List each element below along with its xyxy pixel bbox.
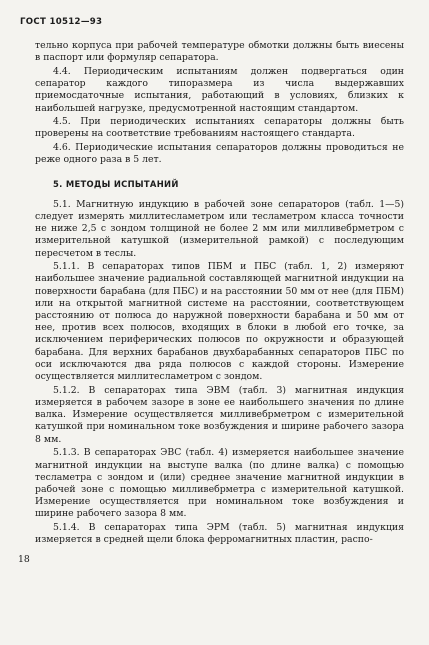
paragraph-5-1-4: 5.1.4. В сепараторах типа ЭРМ (табл. 5) магнитная индукция измеряется в средней щели блока ферромагнитных пластин, распо- bbox=[35, 522, 404, 546]
paragraph-5-1-3: 5.1.3. В сепараторах ЭВС (табл. 4) измеряется наибольшее значение магнитной индукции на выступе валка (по длине валка) с помощью тесламетра с зондом и (или) среднее значение магнитной индукции в рабочей зоне с помощью милливебрметра с измерительной катушкой. Измерение осуществляется при номинальном токе возбуждения и ширине рабочего зазора 8 мм. bbox=[35, 447, 404, 520]
standard-header: ГОСТ 10512—93 bbox=[20, 17, 103, 27]
paragraph-4-6: 4.6. Периодические испытания сепараторов должны проводиться не реже одного раза в 5 лет. bbox=[35, 142, 404, 166]
paragraph-5-1: 5.1. Магнитную индукцию в рабочей зоне сепараторов (табл. 1—5) следует измерять миллитесламетром или тесламетром класса точности не ниже 2,5 с зондом толщиной не более 2 мм или милливебрметром с измерительной катушкой (измерительной рамкой) с последующим пересчетом в теслы. bbox=[35, 198, 404, 259]
paragraph-5-1-2: 5.1.2. В сепараторах типа ЭВМ (табл. 3) магнитная индукция измеряется в рабочем зазоре в зоне ее наибольшего значения по длине валка. Измерение осуществляется милливебрметром с измерительной катушкой при номинальном токе возбуждения и ширине рабочего зазора 8 мм. bbox=[35, 384, 404, 445]
paragraph-5-1-1: 5.1.1. В сепараторах типов ПБМ и ПБС (табл. 1, 2) измеряют наибольшее значение радиальной составляющей магнитной индукции на поверхности барабана (для ПБС) и на расстоянии 50 мм от нее (для ПБМ) или на открытой магнитной системе на расстоянии, соответствующем расстоянию от полюса до наружной поверхности барабана и 50 мм от нее, против всех полюсов, входящих в блоки в любой его точке, за исключением периферических полюсов по окружности и образующей барабана. Для верхних барабанов двухбарабанных сепараторов ПБС по оси исключаются два ряда полюсов с каждой стороны. Измерение осуществляется миллитесламетром с зондом. bbox=[35, 261, 404, 383]
paragraph-continuation: тельно корпуса при рабочей температуре обмотки должны быть виесены в паспорт или формуляр сепаратора. bbox=[35, 40, 404, 64]
page-number: 18 bbox=[18, 554, 30, 565]
paragraph-4-5: 4.5. При периодических испытаниях сепараторы должны быть проверены на соответствие требованиям настоящего стандарта. bbox=[35, 116, 404, 140]
section-heading: 5. МЕТОДЫ ИСПЫТАНИЙ bbox=[53, 178, 179, 189]
document-body bbox=[35, 40, 404, 548]
paragraph-4-4: 4.4. Периодическим испытаниям должен подвергаться один сепаратор каждого типоразмера из числа выдержавших приемосдаточные испытания, работающий в условиях, близких к наибольшей нагрузке, предусмотренной настоящим стандартом. bbox=[35, 65, 404, 114]
